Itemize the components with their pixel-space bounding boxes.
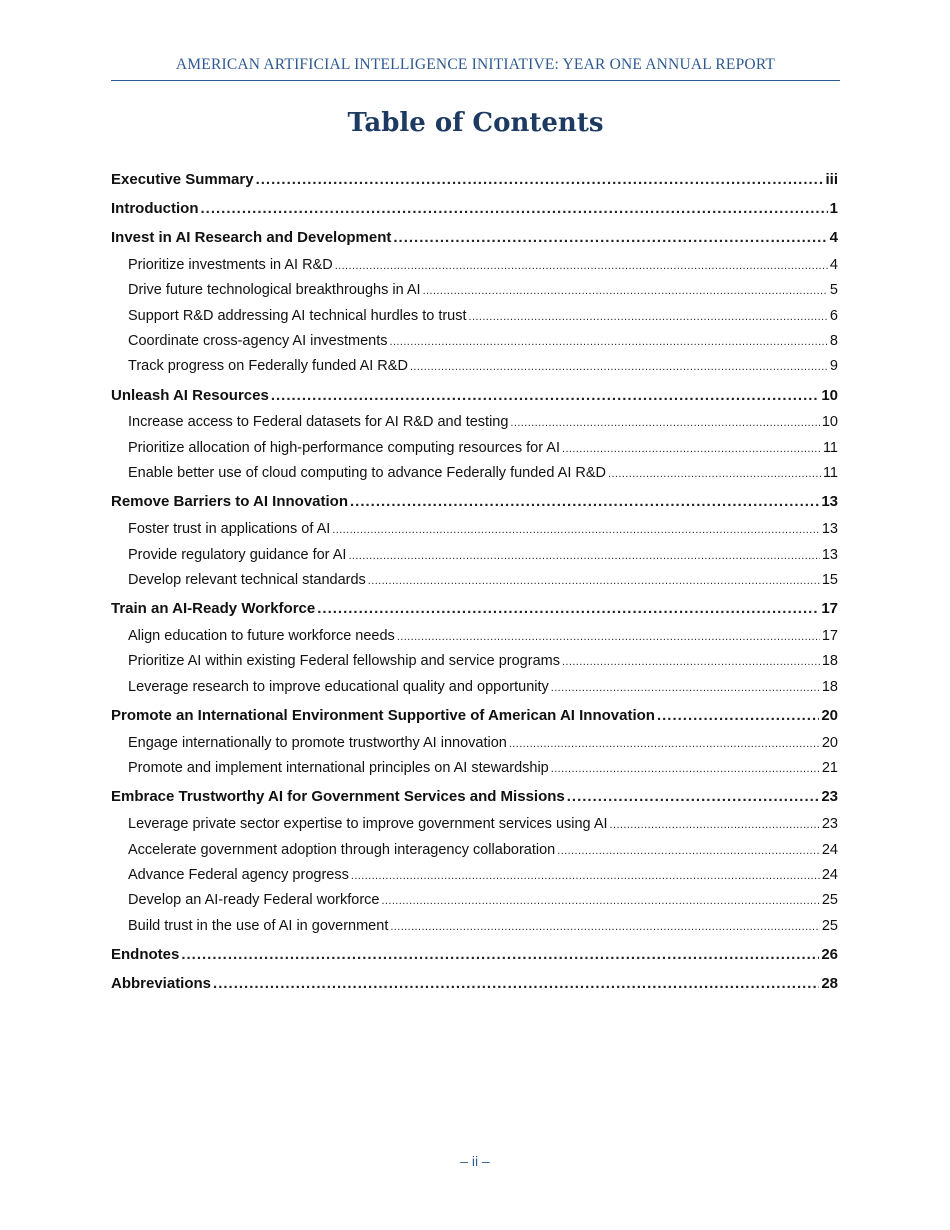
toc-subentry[interactable] xyxy=(111,733,838,754)
toc-subentry[interactable] xyxy=(111,890,838,911)
toc-entry[interactable] xyxy=(111,706,838,726)
toc-entry-label: Leverage research to improve educational quality and opportunity xyxy=(128,679,549,695)
toc-dot-leader xyxy=(381,891,819,911)
toc-entry-label: Endnotes xyxy=(111,946,180,963)
toc-dot-leader xyxy=(348,546,819,566)
page-number: – ii – xyxy=(460,1153,490,1169)
toc-dot-leader xyxy=(390,917,820,937)
toc-entry-label: Develop relevant technical standards xyxy=(128,572,366,588)
toc-entry-label: Promote an International Environment Supportive of American AI Innovation xyxy=(111,707,655,724)
toc-entry-label: Engage internationally to promote trustworthy AI innovation xyxy=(128,735,507,751)
toc-dot-leader xyxy=(256,170,824,190)
toc-entry[interactable] xyxy=(111,386,838,406)
toc-entry[interactable] xyxy=(111,945,838,965)
toc-dot-leader xyxy=(332,520,820,540)
toc-subentry[interactable] xyxy=(111,255,838,276)
toc-entry-label: Track progress on Federally funded AI R&D xyxy=(128,358,408,374)
toc-subentry[interactable] xyxy=(111,570,838,591)
toc-entry-page: 20 xyxy=(821,707,838,724)
toc-entry[interactable] xyxy=(111,199,838,219)
toc-entry-page: 17 xyxy=(821,600,838,617)
toc-entry-page: 21 xyxy=(821,760,838,776)
toc-entry-page: 13 xyxy=(821,521,838,537)
toc-subentry[interactable] xyxy=(111,916,838,937)
toc-dot-leader xyxy=(510,413,819,433)
toc-entry-label: Coordinate cross-agency AI investments xyxy=(128,333,388,349)
toc-title: Table of Contents xyxy=(347,108,604,138)
toc-dot-leader xyxy=(608,464,821,484)
toc-dot-leader xyxy=(410,357,828,377)
toc-entry-label: Build trust in the use of AI in government xyxy=(128,918,389,934)
toc-entry-label: Embrace Trustworthy AI for Government Services and Missions xyxy=(111,788,565,805)
toc-subentry[interactable] xyxy=(111,438,838,459)
toc-entry-label: Promote and implement international principles on AI stewardship xyxy=(128,760,549,776)
toc-entry-page: 8 xyxy=(829,333,838,349)
toc-entry-page: 4 xyxy=(829,229,838,246)
toc-entry-label: Train an AI-Ready Workforce xyxy=(111,600,316,617)
toc-dot-leader xyxy=(181,945,819,965)
toc-dot-leader xyxy=(562,439,821,459)
toc-dot-leader xyxy=(557,841,820,861)
toc-subentry[interactable] xyxy=(111,626,838,647)
toc-entry-label: Drive future technological breakthroughs in AI xyxy=(128,282,421,298)
toc-entry-label: Advance Federal agency progress xyxy=(128,867,349,883)
toc-subentry[interactable] xyxy=(111,651,838,672)
toc-entry-label: Remove Barriers to AI Innovation xyxy=(111,493,348,510)
toc-subentry[interactable] xyxy=(111,412,838,433)
toc-dot-leader xyxy=(610,815,820,835)
toc-subentry[interactable] xyxy=(111,677,838,698)
toc-dot-leader xyxy=(350,492,819,512)
toc-subentry[interactable] xyxy=(111,463,838,484)
toc-entry-page: 23 xyxy=(821,816,838,832)
toc-entry[interactable] xyxy=(111,170,838,190)
toc-entry-page: 20 xyxy=(821,735,838,751)
toc-dot-leader xyxy=(317,599,819,619)
toc-dot-leader xyxy=(657,706,819,726)
toc-subentry[interactable] xyxy=(111,840,838,861)
toc-dot-leader xyxy=(562,652,820,672)
toc-dot-leader xyxy=(393,228,827,248)
toc-dot-leader xyxy=(567,787,820,807)
toc-entry-page: 18 xyxy=(821,679,838,695)
toc-entry-page: 5 xyxy=(829,282,838,298)
toc-entry-label: Provide regulatory guidance for AI xyxy=(128,547,347,563)
toc-dot-leader xyxy=(509,734,820,754)
toc-entry[interactable] xyxy=(111,228,838,248)
toc-entry-page: 1 xyxy=(829,200,838,217)
toc-subentry[interactable] xyxy=(111,356,838,377)
toc-subentry[interactable] xyxy=(111,865,838,886)
toc-entry-page: 17 xyxy=(821,628,838,644)
toc-entry-page: 10 xyxy=(821,387,838,404)
toc-entry-label: Foster trust in applications of AI xyxy=(128,521,331,537)
toc-entry-label: Executive Summary xyxy=(111,171,254,188)
toc-subentry[interactable] xyxy=(111,519,838,540)
running-header: AMERICAN ARTIFICIAL INTELLIGENCE INITIATIVE: YEAR ONE ANNUAL REPORT xyxy=(175,56,776,73)
toc-entry-page: 6 xyxy=(829,308,838,324)
toc-dot-leader xyxy=(469,307,828,327)
toc-subentry[interactable] xyxy=(111,306,838,327)
toc-subentry[interactable] xyxy=(111,545,838,566)
toc-entry-page: 18 xyxy=(821,653,838,669)
toc-entry-label: Prioritize allocation of high-performance computing resources for AI xyxy=(128,440,560,456)
toc-entry-page: 26 xyxy=(821,946,838,963)
toc-entry-label: Accelerate government adoption through interagency collaboration xyxy=(128,842,556,858)
toc-entry-page: 11 xyxy=(822,440,838,456)
toc-entry-label: Prioritize investments in AI R&D xyxy=(128,257,333,273)
toc-entry-page: 13 xyxy=(821,493,838,510)
toc-entry-label: Unleash AI Resources xyxy=(111,387,269,404)
toc-entry-label: Introduction xyxy=(111,200,199,217)
toc-entry-page: 28 xyxy=(821,975,838,992)
toc-entry-page: iii xyxy=(825,171,838,188)
toc-subentry[interactable] xyxy=(111,814,838,835)
toc-entry-label: Increase access to Federal datasets for AI R&D and testing xyxy=(128,414,509,430)
toc-list xyxy=(111,0,838,1230)
toc-dot-leader xyxy=(390,332,828,352)
toc-subentry[interactable] xyxy=(111,331,838,352)
toc-entry-label: Support R&D addressing AI technical hurdles to trust xyxy=(128,308,467,324)
toc-subentry[interactable] xyxy=(111,280,838,301)
toc-entry[interactable] xyxy=(111,492,838,512)
toc-dot-leader xyxy=(335,256,828,276)
toc-entry-page: 11 xyxy=(822,465,838,481)
toc-dot-leader xyxy=(551,678,820,698)
toc-entry-page: 10 xyxy=(821,414,838,430)
toc-entry-page: 23 xyxy=(821,788,838,805)
toc-dot-leader xyxy=(200,199,827,219)
toc-entry-page: 25 xyxy=(821,918,838,934)
toc-subentry[interactable] xyxy=(111,758,838,779)
toc-entry-page: 24 xyxy=(821,867,838,883)
toc-entry-page: 15 xyxy=(821,572,838,588)
toc-dot-leader xyxy=(351,866,820,886)
toc-entry[interactable] xyxy=(111,599,838,619)
toc-entry-label: Leverage private sector expertise to improve government services using AI xyxy=(128,816,608,832)
toc-dot-leader xyxy=(368,571,820,591)
toc-entry-label: Abbreviations xyxy=(111,975,212,992)
toc-entry-page: 13 xyxy=(821,547,838,563)
toc-entry[interactable] xyxy=(111,974,838,994)
toc-entry-page: 25 xyxy=(821,892,838,908)
toc-entry-label: Enable better use of cloud computing to advance Federally funded AI R&D xyxy=(128,465,606,481)
toc-entry-page: 9 xyxy=(829,358,838,374)
toc-entry-label: Develop an AI-ready Federal workforce xyxy=(128,892,380,908)
toc-entry-label: Align education to future workforce needs xyxy=(128,628,395,644)
toc-entry[interactable] xyxy=(111,787,838,807)
toc-entry-page: 24 xyxy=(821,842,838,858)
toc-entry-label: Prioritize AI within existing Federal fellowship and service programs xyxy=(128,653,560,669)
toc-dot-leader xyxy=(213,974,819,994)
toc-dot-leader xyxy=(397,627,820,647)
toc-entry-page: 4 xyxy=(829,257,838,273)
toc-entry-label: Invest in AI Research and Development xyxy=(111,229,392,246)
toc-dot-leader xyxy=(423,281,828,301)
toc-dot-leader xyxy=(551,759,820,779)
toc-dot-leader xyxy=(271,386,819,406)
